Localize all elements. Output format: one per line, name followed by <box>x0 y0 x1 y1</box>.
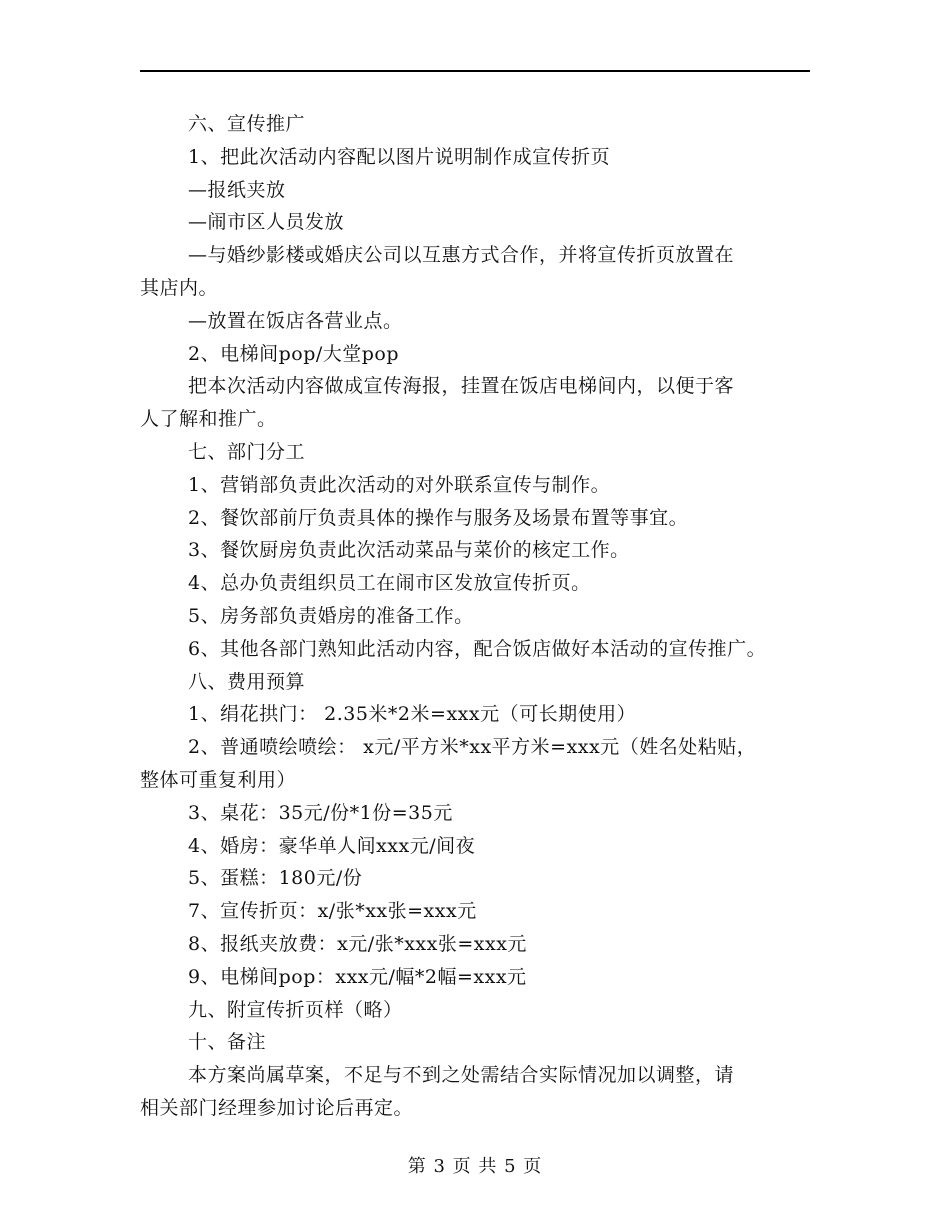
text-line: 相关部门经理参加讨论后再定。 <box>140 1096 414 1119</box>
text-line: 九、附宣传折页样（略） <box>188 998 403 1021</box>
text-line: —与婚纱影楼或婚庆公司以互惠方式合作，并将宣传折页放置在 <box>188 244 735 267</box>
text-line: 8、报纸夹放费：x元/张*xxx张=xxx元 <box>188 932 527 955</box>
text-line: 整体可重复利用） <box>140 768 297 791</box>
text-line: 3、餐饮厨房负责此次活动菜品与菜价的核定工作。 <box>188 539 630 562</box>
text-line: 人了解和推广。 <box>140 408 277 431</box>
text-line: 1、把此次活动内容配以图片说明制作成宣传折页 <box>188 145 611 168</box>
text-line: 2、餐饮部前厅负责具体的操作与服务及场景布置等事宜。 <box>188 506 689 529</box>
text-line: 十、备注 <box>188 1031 267 1054</box>
text-line: —报纸夹放 <box>188 178 286 201</box>
text-line: 八、费用预算 <box>188 670 306 693</box>
text-line: —放置在饭店各营业点。 <box>188 309 403 332</box>
text-line: 1、绢花拱门： 2.35米*2米=xxx元（可长期使用） <box>188 703 637 726</box>
text-line: 5、房务部负责婚房的准备工作。 <box>188 604 474 627</box>
text-line: 4、婚房：豪华单人间xxx元/间夜 <box>188 834 476 857</box>
text-line: 2、普通喷绘喷绘： x元/平方米*xx平方米=xxx元（姓名处粘贴， <box>188 736 757 759</box>
text-line: 其店内。 <box>140 276 219 299</box>
text-line: 6、其他各部门熟知此活动内容，配合饭店做好本活动的宣传推广。 <box>188 637 767 660</box>
text-line: 七、部门分工 <box>188 440 306 463</box>
page-footer: 第 3 页 共 5 页 <box>407 1156 543 1177</box>
header-rule <box>140 70 810 72</box>
text-line: 2、电梯间pop/大堂pop <box>188 342 400 365</box>
text-line: 1、营销部负责此次活动的对外联系宣传与制作。 <box>188 473 611 496</box>
text-line: 5、蛋糕：180元/份 <box>188 867 363 890</box>
text-line: 7、宣传折页：x/张*xx张=xxx元 <box>188 900 477 923</box>
document-body <box>140 108 830 1125</box>
text-line: 9、电梯间pop：xxx元/幅*2幅=xxx元 <box>188 965 527 988</box>
text-line: 4、总办负责组织员工在闹市区发放宣传折页。 <box>188 572 591 595</box>
text-line: 六、宣传推广 <box>188 113 306 135</box>
text-line: 本方案尚属草案，不足与不到之处需结合实际情况加以调整，请 <box>188 1064 735 1087</box>
text-line: 3、桌花：35元/份*1份=35元 <box>188 801 453 824</box>
text-line: —闹市区人员发放 <box>188 211 345 234</box>
text-line: 把本次活动内容做成宣传海报，挂置在饭店电梯间内，以便于客 <box>188 375 735 398</box>
